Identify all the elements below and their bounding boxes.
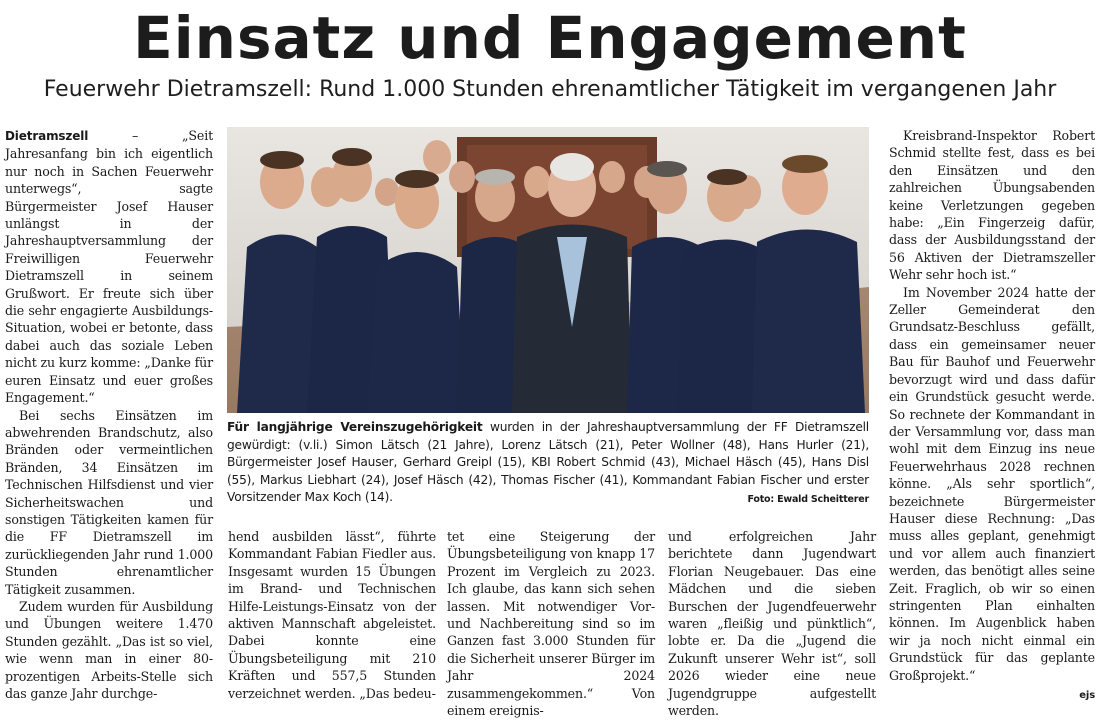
paragraph: Im November 2024 hatte der Zeller Gemeinderat den Grundsatz-Beschluss gefällt, dass ein gemeinsamer neuer Bau für Bauhof und Feuerwehr bevorzugt wird und dass dafür ein Grundstück gesucht werde. So rechnete der Kommandant in der Versammlung vor, dass man wohl mit dem Einzug ins neue Feuerwehrhaus 2028 rechnen könne. „Als sehr sportlich“, bezeichnete Bürgermeister Hauser diese Rechnung: „Das muss alles geplant, genehmigt und vor allem auch finanziert werden, das benötigt alles seine Zeit. Fraglich, ob wir so einen stringenten Plan einhalten können. Im Augenblick haben wir ja noch nicht einmal ein Grundstück für das geplante Großprojekt.“ [889, 284, 1095, 683]
photo-caption [227, 419, 869, 509]
paragraph [5, 127, 213, 407]
paragraph-text: – „Seit Jahresanfang bin ich eigentlich nur noch in Sachen Feuerwehr unterwegs“, sagte Bürgermeister Josef Hauser unlängst in der Jahreshauptversammlung der Freiwilligen Feuerwehr Dietramszell in seinem Grußwort. Er freute sich über die sehr engagierte Ausbildungs-Situation, wobei er betonte, dass dabei auch das soziale Leben nicht zu kurz komme: „Danke für euren Einsatz und euer großes Engagement.“ [5, 128, 213, 406]
author-signature: ejs [1079, 690, 1095, 701]
article-column-3 [447, 528, 655, 719]
photo-credit: Foto: Ewald Scheitterer [747, 494, 869, 506]
subheadline: Feuerwehr Dietramszell: Rund 1.000 Stunden ehrenamtlicher Tätigkeit im vergangenen Jahr [43, 77, 1057, 102]
paragraph: tet eine Steigerung der Übungsbeteiligung von knapp 17 Prozent im Vergleich zu 2023. Ich glaube, das kann sich sehen lassen. Mit notwendiger Vor- und Nachbereitung sind so im Ganzen fast 3.000 Stunden für die Sicherheit unserer Bürger im Jahr 2024 zusammengekommen.“ Von einem ereignis- [447, 529, 655, 719]
headline: Einsatz und Engagement [133, 4, 967, 72]
paragraph: und erfolgreichen Jahr berichtete dann Jugendwart Florian Neugebauer. Das eine Mädchen und die sieben Burschen der Jugendfeuerwehr waren „fleißig und pünktlich“, lobte er. Da die „Jugend die Zukunft unserer Wehr ist“, soll 2026 wieder eine neue Jugendgruppe aufgestellt werden. [668, 529, 876, 719]
caption-lead: Für langjährige Vereinszugehörigkeit [227, 420, 483, 434]
caption-text: wurden in der Jahreshauptversammlung der FF Dietramszell gewürdigt: (v.li.) Simon Lätsch (21 Jahre), Lorenz Lätsch (21), Peter Wollner (48), Hans Hurler (21), Bürgermeister Josef Hauser, Gerhard Greipl (15), KBI Robert Schmid (43), Michael Häsch (45), Hans Disl (55), Markus Liebhart (24), Josef Häsch (42), Thomas Fischer (41), Kommandant Fabian Fischer und erster Vorsitzender Max Koch (14). [227, 420, 869, 505]
article-column-1 [5, 127, 213, 702]
dateline: Dietramszell [5, 129, 89, 143]
article-column-5 [889, 127, 1095, 704]
group-photo [227, 127, 869, 413]
article-column-2 [228, 528, 436, 702]
firefighters-photo-illustration [227, 127, 869, 413]
article-column-4 [668, 528, 876, 719]
paragraph: hend ausbilden lässt“, führte Kommandant Fabian Fiedler aus. Insgesamt wurden 15 Übungen im Brand- und Technischen Hilfe-Leistungs-Einsatz von der aktiven Mannschaft abgeleistet. Dabei konnte eine Übungsbeteiligung mit 210 Kräften und 557,5 Stunden verzeichnet werden. „Das bedeu- [228, 529, 436, 701]
paragraph: Kreisbrand-Inspektor Robert Schmid stellte fest, dass es bei den Einsätzen und den zahlreichen Übungsabenden keine Verletzungen gegeben habe: „Ein Fingerzeig dafür, dass der Ausbildungsstand der 56 Aktiven der Dietramszeller Wehr sehr hoch ist.“ [889, 128, 1095, 283]
paragraph: Bei sechs Einsätzen im abwehrenden Brandschutz, also Bränden oder vermeintlichen Bränden, 34 Einsätzen im Technischen Hilfsdienst und vier Sicherheitswachen und sonstigen Tätigkeiten kamen für die FF Dietramszell im zurückliegenden Jahr rund 1.000 Stunden ehrenamtlicher Tätigkeit zusammen. [5, 407, 213, 597]
paragraph: Zudem wurden für Ausbildung und Übungen weitere 1.470 Stunden gezählt. „Das ist so viel, wie wenn man in einer 80-prozentigen Arbeits-Stelle sich das ganze Jahr durchge- [5, 598, 213, 701]
